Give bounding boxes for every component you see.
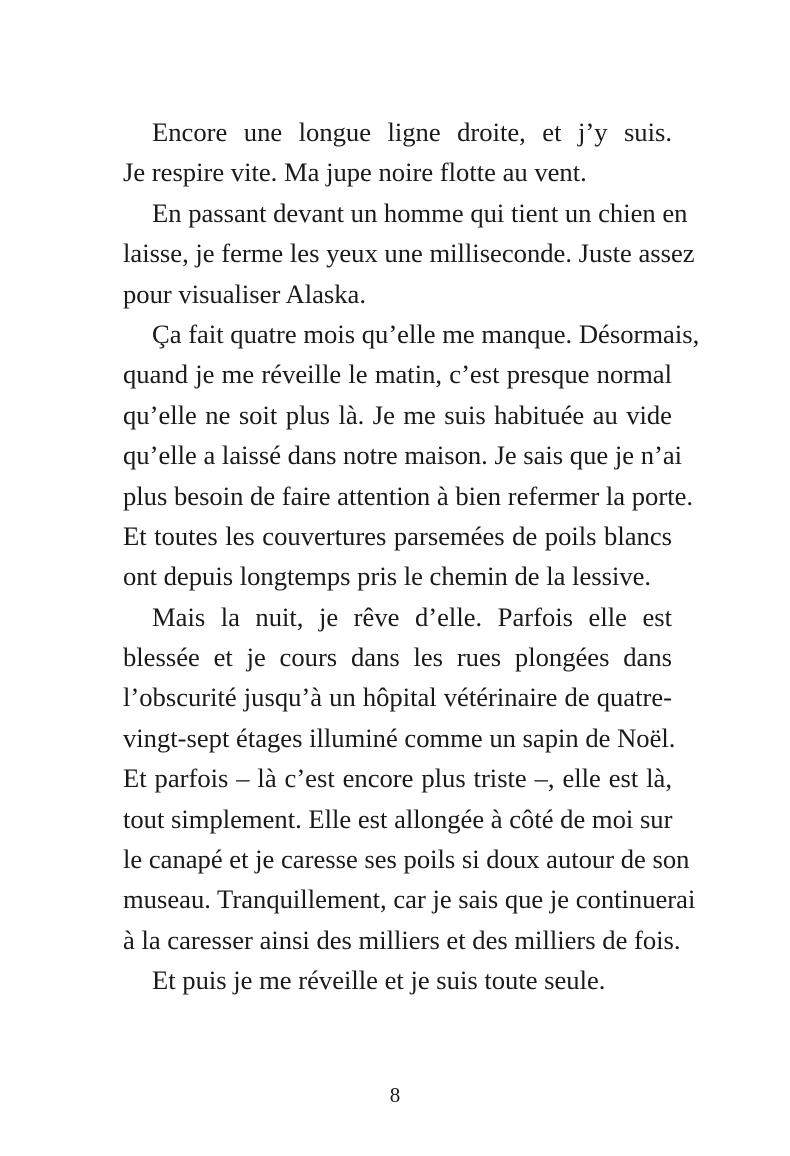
- text-line: vingt-sept étages illuminé comme un sapin de Noël.: [123, 722, 676, 753]
- body-text: [123, 112, 700, 1001]
- paragraph: [123, 314, 700, 597]
- text-line: ont depuis longtemps pris le chemin de la lessive.: [123, 561, 652, 592]
- text-line: l’obscurité jusqu’à un hôpital vétérinaire de quatre-: [123, 682, 672, 713]
- text-line: blessée et je cours dans les rues plongées dans: [123, 642, 672, 673]
- paragraph: [123, 193, 695, 314]
- paragraph: [123, 112, 672, 193]
- text-line: laisse, je ferme les yeux une milliseconde. Juste assez: [123, 238, 695, 269]
- paragraph: [123, 960, 672, 1000]
- text-line: quand je me réveille le matin, c’est presque normal: [123, 359, 672, 390]
- text-line: Et parfois – là c’est encore plus triste –, elle est là,: [123, 763, 672, 794]
- page-number: 8: [389, 1083, 401, 1107]
- text-line: tout simplement. Elle est allongée à côté de moi sur: [123, 803, 673, 834]
- text-line: Je respire vite. Ma jupe noire flotte au vent.: [123, 157, 587, 188]
- text-line: Et puis je me réveille et je suis toute seule.: [152, 965, 606, 996]
- text-line: museau. Tranquillement, car je sais que je continuerai: [123, 884, 696, 915]
- text-line: Mais la nuit, je rêve d’elle. Parfois elle est: [152, 601, 672, 632]
- paragraph: [123, 597, 696, 961]
- text-line: qu’elle a laissé dans notre maison. Je sais que je n’ai: [123, 440, 683, 471]
- text-line: Encore une longue ligne droite, et j’y suis.: [152, 117, 672, 147]
- text-line: Ça fait quatre mois qu’elle me manque. Désormais,: [152, 318, 700, 349]
- text-line: pour visualiser Alaska.: [123, 278, 366, 309]
- text-line: Et toutes les couvertures parsemées de poils blancs: [123, 520, 672, 551]
- text-line: plus besoin de faire attention à bien refermer la porte.: [123, 480, 694, 511]
- text-line: le canapé et je caresse ses poils si doux autour de son: [123, 844, 690, 875]
- text-line: à la caresser ainsi des milliers et des milliers de fois.: [123, 924, 681, 955]
- text-line: En passant devant un homme qui tient un chien en: [152, 197, 688, 228]
- text-line: qu’elle ne soit plus là. Je me suis habituée au vide: [123, 399, 672, 430]
